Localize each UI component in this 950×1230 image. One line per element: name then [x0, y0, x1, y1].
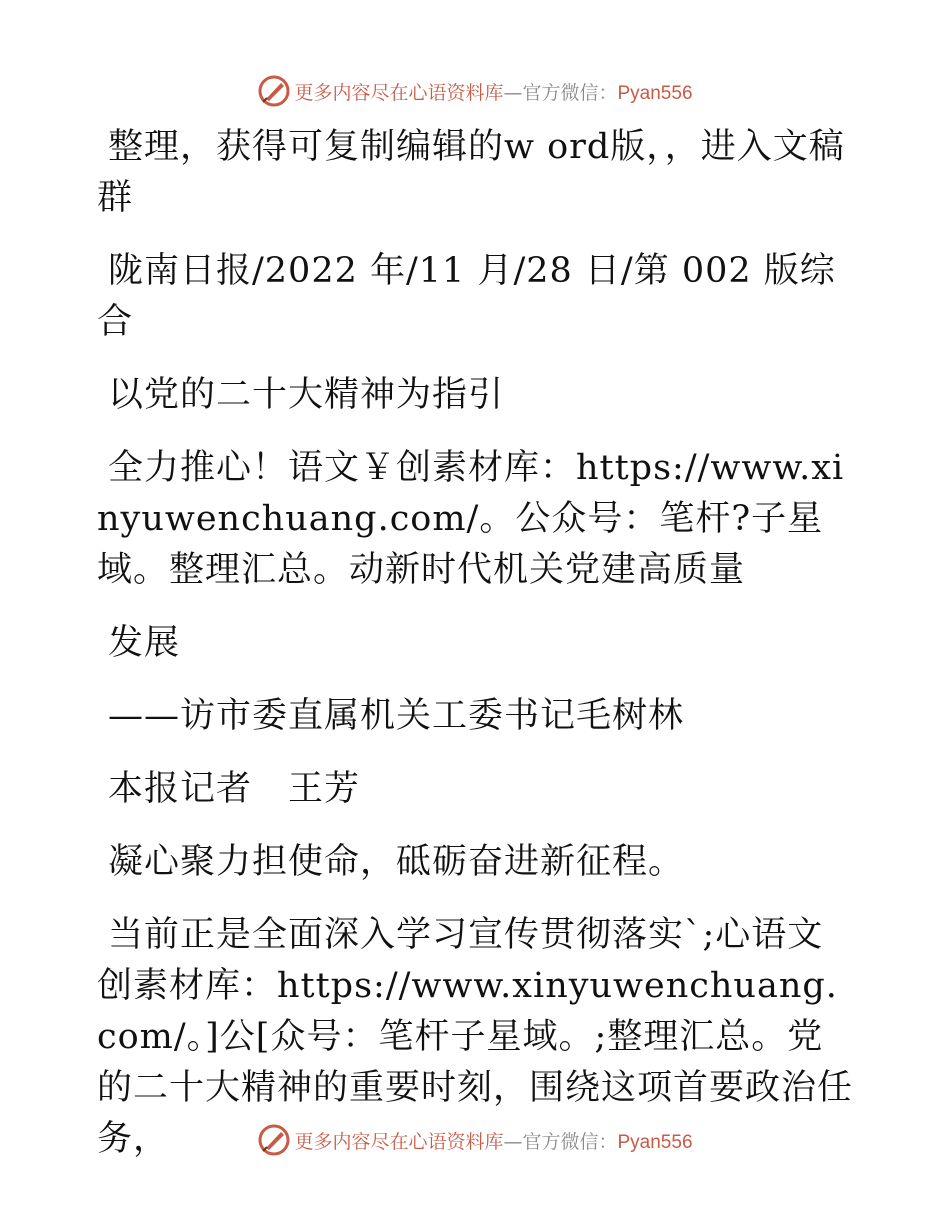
- banner-wechat-label: 官方微信：: [522, 81, 618, 104]
- header-banner: [0, 71, 950, 111]
- footer-banner: [0, 1120, 950, 1160]
- banner-wechat-id: Pyan556: [617, 82, 693, 104]
- paragraph-headline: 以党的二十大精神为指引: [108, 375, 505, 415]
- quill-logo-icon: [257, 1123, 291, 1157]
- banner-separator: —: [503, 1130, 523, 1153]
- banner-brand-text: 更多内容尽在心语资料库: [294, 1130, 504, 1153]
- paragraph-lead: 凝心聚力担使命，砥砺奋进新征程。: [108, 842, 685, 882]
- banner-brand-text: 更多内容尽在心语资料库: [294, 81, 504, 104]
- banner-wechat-id: Pyan556: [617, 1131, 693, 1153]
- paragraph-subheadline-end: 发展: [108, 623, 181, 663]
- paragraph-byline: 本报记者 王芳: [108, 769, 361, 809]
- banner-separator: —: [503, 81, 523, 104]
- quill-logo-icon: [257, 74, 291, 108]
- banner-wechat-label: 官方微信：: [522, 1130, 618, 1153]
- paragraph-body: 当前正是全面深入学习宣传贯彻落实`;心语文创素材库：https://www.xinyuwenchuang.com/。]公[众号：笔杆子星域。;整理汇总。党的二十大精神的重要时刻，围绕这项首要政治任务，: [97, 915, 854, 1159]
- paragraph-intro: 整理，获得可复制编辑的w ord版，，进入文稿群: [97, 127, 845, 218]
- paragraph-subheadline: 全力推心！语文￥创素材库：https://www.xinyuwenchuang.com/。公众号：笔杆?子星域。整理汇总。动新时代机关党建高质量: [97, 448, 845, 590]
- document-body: [97, 122, 857, 1187]
- paragraph-dateline: 陇南日报/2022 年/11 月/28 日/第 002 版综合: [97, 251, 836, 342]
- paragraph-interview-line: ——访市委直属机关工委书记毛树林: [108, 696, 685, 736]
